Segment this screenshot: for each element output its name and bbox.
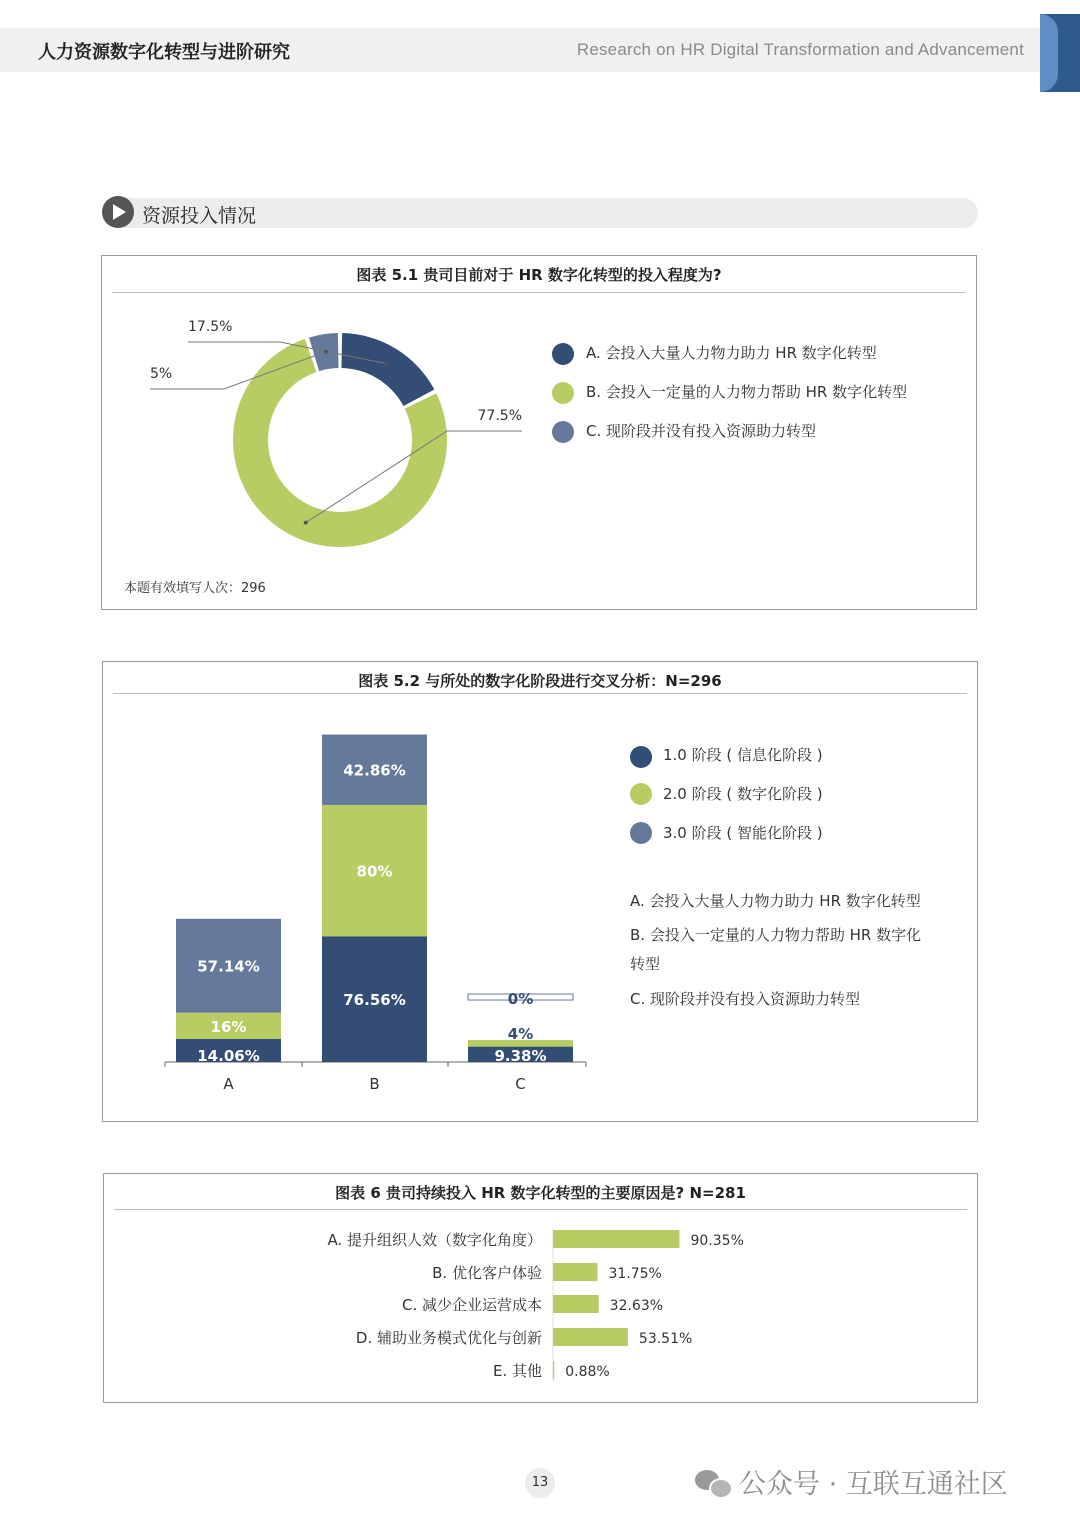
bar (553, 1328, 628, 1346)
bar-value-label: 32.63% (609, 1298, 664, 1314)
legend-marker-stage-3 (630, 822, 652, 844)
category-note-c: C. 现阶段并没有投入资源助力转型 (630, 990, 861, 1008)
category-label: C. 减少企业运营成本 (401, 1296, 542, 1314)
bar-value-label: 31.75% (608, 1266, 662, 1282)
category-note-b-cont: 转型 (630, 955, 661, 973)
bar (553, 1263, 597, 1281)
segment-value-label: 16% (210, 1017, 247, 1036)
x-tick-label: B (369, 1075, 380, 1093)
watermark-text: 公众号 · 互联互通社区 (739, 1469, 1008, 1500)
bar-value-label: 90.35% (690, 1233, 744, 1249)
category-note-a: A. 会投入大量人力物力助力 HR 数字化转型 (630, 892, 921, 910)
bar (553, 1230, 679, 1248)
category-label: B. 优化客户体验 (432, 1264, 542, 1282)
segment-value-label: 0% (507, 990, 534, 1009)
segment-value-label: 14.06% (197, 1047, 260, 1065)
segment-value-label: 57.14% (197, 957, 260, 976)
callout-dot (304, 521, 308, 525)
legend-marker-stage-2 (630, 783, 652, 805)
legend-label-stage-3: 3.0 阶段 ( 智能化阶段 ) (663, 824, 823, 842)
bar (553, 1361, 554, 1379)
legend-marker-a (552, 343, 574, 365)
document-title: 人力资源数字化转型与进阶研究 (38, 42, 290, 63)
chart-title: 图表 5.1 贵司目前对于 HR 数字化转型的投入程度为? (356, 266, 722, 284)
document-subtitle: Research on HR Digital Transformation and Advancement (576, 40, 1024, 59)
legend-marker-b (552, 382, 574, 404)
arrow-right-icon (102, 196, 134, 228)
legend-label-c: C. 现阶段并没有投入资源助力转型 (586, 422, 817, 440)
slice-value-label: 5% (150, 366, 173, 382)
respondent-count-note: 本题有效填写人次：296 (124, 581, 266, 596)
section-title: 资源投入情况 (142, 205, 257, 227)
segment-value-label: 9.38% (494, 1047, 547, 1065)
chart-panel-2 (102, 661, 978, 1122)
corner-decoration (1040, 14, 1080, 92)
slice-value-label: 77.5% (477, 408, 522, 424)
legend-marker-c (552, 421, 574, 443)
chart-panel-1 (101, 255, 977, 610)
legend-label-b: B. 会投入一定量的人力物力帮助 HR 数字化转型 (586, 383, 908, 401)
donut-slice-a (341, 333, 434, 406)
segment-value-label: 4% (507, 1025, 534, 1044)
chart-panel-3 (103, 1173, 978, 1403)
callout-dot (385, 362, 389, 366)
segment-value-label: 42.86% (343, 761, 406, 780)
category-label: A. 提升组织人效（数字化角度） (327, 1231, 542, 1249)
donut-chart (102, 256, 976, 609)
horizontal-bar-chart (104, 1174, 977, 1402)
slice-value-label: 17.5% (188, 319, 233, 335)
category-label: E. 其他 (492, 1362, 542, 1380)
x-tick-label: C (515, 1075, 526, 1093)
segment-value-label: 76.56% (343, 991, 406, 1010)
legend-label-stage-1: 1.0 阶段 ( 信息化阶段 ) (663, 746, 823, 764)
page-number: 13 (525, 1468, 555, 1498)
wechat-icon (695, 1470, 729, 1496)
chart-title: 图表 6 贵司持续投入 HR 数字化转型的主要原因是? N=281 (335, 1184, 746, 1202)
legend-marker-stage-1 (630, 746, 652, 768)
x-tick-label: A (223, 1075, 234, 1093)
bar-value-label: 53.51% (638, 1331, 693, 1347)
callout-dot (324, 350, 328, 354)
category-note-b: B. 会投入一定量的人力物力帮助 HR 数字化 (630, 926, 922, 944)
segment-value-label: 80% (356, 862, 393, 881)
watermark (695, 1462, 1008, 1501)
bar (553, 1295, 599, 1313)
chart-title: 图表 5.2 与所处的数字化阶段进行交叉分析：N=296 (358, 672, 722, 690)
legend-label-a: A. 会投入大量人力物力助力 HR 数字化转型 (586, 344, 877, 362)
legend-label-stage-2: 2.0 阶段 ( 数字化阶段 ) (663, 785, 823, 803)
bar-value-label: 0.88% (565, 1364, 610, 1380)
category-label: D. 辅助业务模式优化与创新 (355, 1329, 542, 1347)
